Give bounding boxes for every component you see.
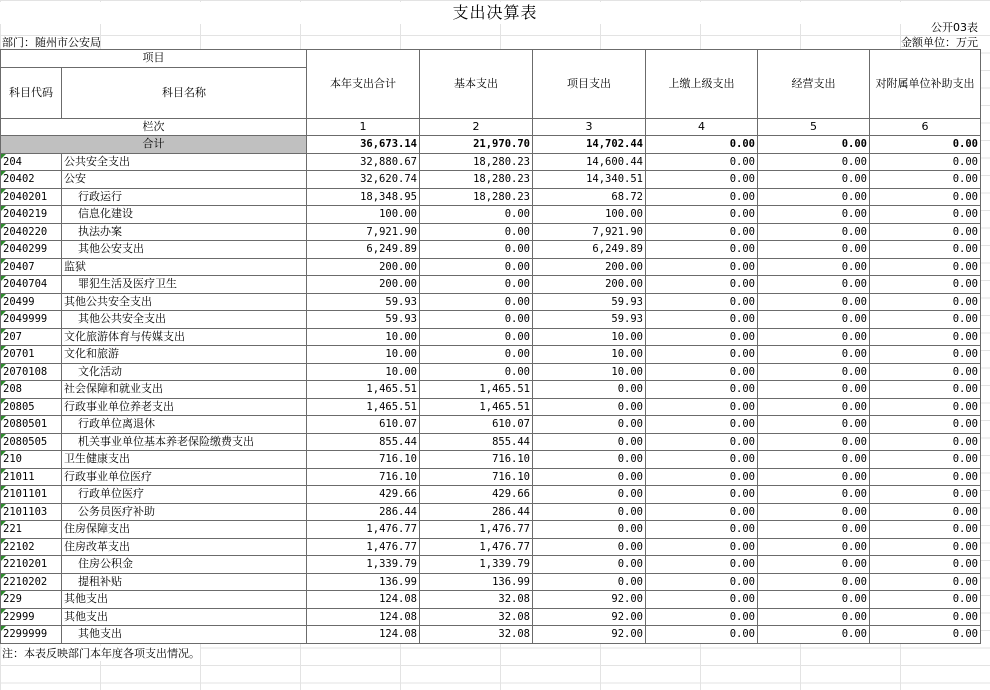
subject-name-cell[interactable]: 行政单位医疗 (62, 486, 307, 504)
page-title: 支出决算表 (0, 2, 990, 24)
amount-cell[interactable]: 18,280.23 (420, 188, 533, 206)
amount-cell[interactable]: 0.00 (870, 293, 981, 311)
amount-cell[interactable]: 7,921.90 (533, 223, 646, 241)
table-row (1, 591, 981, 609)
total-cell[interactable]: 14,702.44 (533, 136, 646, 154)
header-total-expenditure[interactable]: 本年支出合计 (307, 50, 420, 119)
table-row (1, 608, 981, 626)
amount-cell[interactable]: 14,600.44 (533, 153, 646, 171)
subject-name-cell[interactable]: 公务员医疗补助 (62, 503, 307, 521)
subject-name-cell[interactable]: 其他公共安全支出 (62, 311, 307, 329)
column-number[interactable]: 3 (533, 118, 646, 136)
amount-cell[interactable]: 0.00 (533, 433, 646, 451)
amount-cell[interactable]: 0.00 (758, 626, 870, 644)
amount-cell[interactable]: 0.00 (646, 346, 758, 364)
column-number-label[interactable]: 栏次 (1, 118, 307, 136)
amount-cell[interactable]: 0.00 (758, 241, 870, 259)
subject-code-cell[interactable]: 2080505 (1, 433, 62, 451)
amount-cell[interactable]: 0.00 (533, 573, 646, 591)
amount-cell[interactable]: 855.44 (307, 433, 420, 451)
total-cell[interactable]: 0.00 (870, 136, 981, 154)
amount-cell[interactable]: 59.93 (307, 293, 420, 311)
amount-cell[interactable]: 0.00 (870, 416, 981, 434)
amount-cell[interactable]: 0.00 (870, 188, 981, 206)
amount-cell[interactable]: 0.00 (646, 276, 758, 294)
header-basic-expenditure[interactable]: 基本支出 (420, 50, 533, 119)
amount-cell[interactable]: 1,339.79 (307, 556, 420, 574)
amount-cell[interactable]: 0.00 (646, 591, 758, 609)
subject-name-cell[interactable]: 其他支出 (62, 626, 307, 644)
total-cell[interactable]: 0.00 (758, 136, 870, 154)
subject-name-cell[interactable]: 其他支出 (62, 608, 307, 626)
table-row (1, 556, 981, 574)
amount-cell[interactable]: 0.00 (533, 468, 646, 486)
table-row (1, 153, 981, 171)
amount-cell[interactable]: 32,620.74 (307, 171, 420, 189)
amount-cell[interactable]: 59.93 (533, 293, 646, 311)
header-remit-superior[interactable]: 上缴上级支出 (646, 50, 758, 119)
table-row (1, 416, 981, 434)
amount-cell[interactable]: 0.00 (758, 206, 870, 224)
amount-cell[interactable]: 10.00 (533, 363, 646, 381)
amount-cell[interactable]: 92.00 (533, 608, 646, 626)
amount-cell[interactable]: 0.00 (646, 223, 758, 241)
amount-cell[interactable]: 0.00 (870, 311, 981, 329)
amount-cell[interactable]: 0.00 (533, 503, 646, 521)
amount-cell[interactable]: 0.00 (758, 276, 870, 294)
amount-cell[interactable]: 0.00 (870, 486, 981, 504)
amount-cell[interactable]: 429.66 (307, 486, 420, 504)
subject-code-cell[interactable]: 229 (1, 591, 62, 609)
amount-cell[interactable]: 0.00 (420, 258, 533, 276)
amount-cell[interactable]: 18,348.95 (307, 188, 420, 206)
amount-cell[interactable]: 0.00 (646, 608, 758, 626)
amount-cell[interactable]: 10.00 (533, 328, 646, 346)
header-project-expenditure[interactable]: 项目支出 (533, 50, 646, 119)
amount-cell[interactable]: 0.00 (533, 398, 646, 416)
amount-cell[interactable]: 0.00 (870, 521, 981, 539)
subject-name-cell[interactable]: 住房保障支出 (62, 521, 307, 539)
table-row (1, 328, 981, 346)
amount-cell[interactable]: 0.00 (646, 188, 758, 206)
amount-cell[interactable]: 0.00 (646, 416, 758, 434)
amount-cell[interactable]: 0.00 (870, 451, 981, 469)
subject-name-cell[interactable]: 信息化建设 (62, 206, 307, 224)
subject-code-cell[interactable]: 22102 (1, 538, 62, 556)
amount-cell[interactable]: 6,249.89 (533, 241, 646, 259)
form-code: 公开03表 (931, 21, 978, 34)
subject-name-cell[interactable]: 社会保障和就业支出 (62, 381, 307, 399)
amount-cell[interactable]: 0.00 (758, 538, 870, 556)
amount-cell[interactable]: 0.00 (758, 416, 870, 434)
subject-name-cell[interactable]: 行政事业单位医疗 (62, 468, 307, 486)
amount-cell[interactable]: 0.00 (870, 241, 981, 259)
amount-cell[interactable]: 124.08 (307, 626, 420, 644)
subject-name-cell[interactable]: 文化和旅游 (62, 346, 307, 364)
subject-code-cell[interactable]: 2040299 (1, 241, 62, 259)
amount-cell[interactable]: 0.00 (533, 486, 646, 504)
amount-cell[interactable]: 0.00 (758, 258, 870, 276)
header-code[interactable]: 科目代码 (1, 67, 62, 118)
amount-cell[interactable]: 0.00 (758, 556, 870, 574)
subject-code-cell[interactable]: 208 (1, 381, 62, 399)
column-number-row (1, 118, 981, 136)
amount-cell[interactable]: 0.00 (870, 626, 981, 644)
subject-name-cell[interactable]: 公共安全支出 (62, 153, 307, 171)
amount-cell[interactable]: 7,921.90 (307, 223, 420, 241)
amount-cell[interactable]: 0.00 (758, 223, 870, 241)
subject-code-cell[interactable]: 22999 (1, 608, 62, 626)
total-cell[interactable]: 0.00 (646, 136, 758, 154)
subject-name-cell[interactable]: 文化活动 (62, 363, 307, 381)
table-row (1, 451, 981, 469)
table-row (1, 258, 981, 276)
amount-cell[interactable]: 0.00 (646, 328, 758, 346)
amount-cell[interactable]: 0.00 (758, 468, 870, 486)
footnote: 注：本表反映部门本年度各项支出情况。 (2, 647, 200, 660)
amount-cell[interactable]: 0.00 (646, 521, 758, 539)
amount-cell[interactable]: 0.00 (420, 311, 533, 329)
subject-code-cell[interactable]: 2210202 (1, 573, 62, 591)
amount-cell[interactable]: 0.00 (646, 486, 758, 504)
amount-cell[interactable]: 0.00 (646, 398, 758, 416)
amount-cell[interactable]: 59.93 (533, 311, 646, 329)
amount-cell[interactable]: 0.00 (420, 223, 533, 241)
table-row (1, 486, 981, 504)
total-label[interactable]: 合计 (1, 136, 307, 154)
amount-cell[interactable]: 200.00 (533, 276, 646, 294)
amount-cell[interactable]: 0.00 (758, 363, 870, 381)
amount-cell[interactable]: 0.00 (758, 188, 870, 206)
amount-cell[interactable]: 0.00 (646, 241, 758, 259)
amount-cell[interactable]: 0.00 (646, 171, 758, 189)
amount-cell[interactable]: 0.00 (758, 503, 870, 521)
amount-cell[interactable]: 124.08 (307, 591, 420, 609)
amount-cell[interactable]: 18,280.23 (420, 171, 533, 189)
subject-name-cell[interactable]: 其他公安支出 (62, 241, 307, 259)
subject-name-cell[interactable]: 住房公积金 (62, 556, 307, 574)
amount-cell[interactable]: 0.00 (870, 468, 981, 486)
table-row (1, 626, 981, 644)
subject-name-cell[interactable]: 行政事业单位养老支出 (62, 398, 307, 416)
expenditure-table (0, 49, 981, 644)
subject-code-cell[interactable]: 210 (1, 451, 62, 469)
amount-cell[interactable]: 0.00 (646, 381, 758, 399)
table-row (1, 381, 981, 399)
subject-code-cell[interactable]: 2040220 (1, 223, 62, 241)
amount-cell[interactable]: 1,465.51 (420, 398, 533, 416)
subject-name-cell[interactable]: 机关事业单位基本养老保险缴费支出 (62, 433, 307, 451)
total-cell[interactable]: 36,673.14 (307, 136, 420, 154)
amount-cell[interactable]: 200.00 (307, 258, 420, 276)
header-subsidy-affiliates[interactable]: 对附属单位补助支出 (870, 50, 981, 119)
amount-cell[interactable]: 716.10 (307, 468, 420, 486)
amount-cell[interactable]: 286.44 (420, 503, 533, 521)
amount-cell[interactable]: 0.00 (758, 398, 870, 416)
subject-code-cell[interactable]: 2210201 (1, 556, 62, 574)
column-number[interactable]: 2 (420, 118, 533, 136)
amount-cell[interactable]: 0.00 (870, 363, 981, 381)
amount-cell[interactable]: 0.00 (758, 486, 870, 504)
amount-cell[interactable]: 136.99 (307, 573, 420, 591)
table-row (1, 433, 981, 451)
amount-cell[interactable]: 10.00 (533, 346, 646, 364)
subject-name-cell[interactable]: 住房改革支出 (62, 538, 307, 556)
amount-cell[interactable]: 0.00 (420, 363, 533, 381)
table-row (1, 346, 981, 364)
amount-cell[interactable]: 855.44 (420, 433, 533, 451)
total-cell[interactable]: 21,970.70 (420, 136, 533, 154)
header-name[interactable]: 科目名称 (62, 67, 307, 118)
amount-cell[interactable]: 100.00 (307, 206, 420, 224)
total-row (1, 136, 981, 154)
amount-cell[interactable]: 0.00 (646, 311, 758, 329)
department-row (0, 35, 990, 50)
unit-label: 金额单位：万元 (901, 36, 978, 49)
subject-name-cell[interactable]: 文化旅游体育与传媒支出 (62, 328, 307, 346)
amount-cell[interactable]: 0.00 (758, 311, 870, 329)
table-row (1, 241, 981, 259)
amount-cell[interactable]: 286.44 (307, 503, 420, 521)
subject-name-cell[interactable]: 公安 (62, 171, 307, 189)
column-number[interactable]: 4 (646, 118, 758, 136)
amount-cell[interactable]: 0.00 (870, 573, 981, 591)
amount-cell[interactable]: 1,465.51 (420, 381, 533, 399)
amount-cell[interactable]: 0.00 (646, 538, 758, 556)
amount-cell[interactable]: 10.00 (307, 363, 420, 381)
amount-cell[interactable]: 0.00 (870, 608, 981, 626)
subject-code-cell[interactable]: 20701 (1, 346, 62, 364)
amount-cell[interactable]: 1,339.79 (420, 556, 533, 574)
amount-cell[interactable]: 1,476.77 (420, 538, 533, 556)
amount-cell[interactable]: 0.00 (870, 538, 981, 556)
amount-cell[interactable]: 18,280.23 (420, 153, 533, 171)
amount-cell[interactable]: 1,476.77 (307, 521, 420, 539)
subject-code-cell[interactable]: 21011 (1, 468, 62, 486)
subject-code-cell[interactable]: 2101101 (1, 486, 62, 504)
amount-cell[interactable]: 0.00 (870, 591, 981, 609)
amount-cell[interactable]: 0.00 (420, 346, 533, 364)
table-row (1, 293, 981, 311)
amount-cell[interactable]: 0.00 (758, 451, 870, 469)
table-row (1, 223, 981, 241)
amount-cell[interactable]: 1,465.51 (307, 398, 420, 416)
amount-cell[interactable]: 0.00 (646, 293, 758, 311)
amount-cell[interactable]: 0.00 (420, 206, 533, 224)
amount-cell[interactable]: 0.00 (420, 241, 533, 259)
amount-cell[interactable]: 59.93 (307, 311, 420, 329)
amount-cell[interactable]: 716.10 (307, 451, 420, 469)
subject-name-cell[interactable]: 行政运行 (62, 188, 307, 206)
amount-cell[interactable]: 0.00 (533, 381, 646, 399)
subject-code-cell[interactable]: 20402 (1, 171, 62, 189)
table-row (1, 363, 981, 381)
amount-cell[interactable]: 716.10 (420, 468, 533, 486)
subject-code-cell[interactable]: 2070108 (1, 363, 62, 381)
amount-cell[interactable]: 716.10 (420, 451, 533, 469)
subject-code-cell[interactable]: 2040201 (1, 188, 62, 206)
header-item[interactable]: 项目 (1, 50, 307, 68)
amount-cell[interactable]: 0.00 (758, 573, 870, 591)
amount-cell[interactable]: 0.00 (646, 556, 758, 574)
amount-cell[interactable]: 0.00 (646, 206, 758, 224)
amount-cell[interactable]: 0.00 (646, 433, 758, 451)
amount-cell[interactable]: 0.00 (870, 171, 981, 189)
header-operating[interactable]: 经营支出 (758, 50, 870, 119)
subject-name-cell[interactable]: 执法办案 (62, 223, 307, 241)
amount-cell[interactable]: 0.00 (646, 573, 758, 591)
subject-code-cell[interactable]: 2080501 (1, 416, 62, 434)
subject-code-cell[interactable]: 221 (1, 521, 62, 539)
amount-cell[interactable]: 0.00 (870, 258, 981, 276)
amount-cell[interactable]: 0.00 (646, 363, 758, 381)
amount-cell[interactable]: 0.00 (870, 398, 981, 416)
amount-cell[interactable]: 0.00 (758, 328, 870, 346)
subject-name-cell[interactable]: 监狱 (62, 258, 307, 276)
table-row (1, 171, 981, 189)
subject-code-cell[interactable]: 20805 (1, 398, 62, 416)
amount-cell[interactable]: 0.00 (870, 381, 981, 399)
amount-cell[interactable]: 68.72 (533, 188, 646, 206)
amount-cell[interactable]: 0.00 (758, 381, 870, 399)
form-code-row (0, 20, 990, 35)
amount-cell[interactable]: 0.00 (870, 223, 981, 241)
table-row (1, 188, 981, 206)
amount-cell[interactable]: 0.00 (758, 433, 870, 451)
amount-cell[interactable]: 124.08 (307, 608, 420, 626)
subject-name-cell[interactable]: 罪犯生活及医疗卫生 (62, 276, 307, 294)
subject-name-cell[interactable]: 提租补贴 (62, 573, 307, 591)
amount-cell[interactable]: 14,340.51 (533, 171, 646, 189)
subject-name-cell[interactable]: 行政单位离退休 (62, 416, 307, 434)
table-row (1, 521, 981, 539)
column-number[interactable]: 5 (758, 118, 870, 136)
subject-name-cell[interactable]: 其他支出 (62, 591, 307, 609)
column-number[interactable]: 6 (870, 118, 981, 136)
amount-cell[interactable]: 136.99 (420, 573, 533, 591)
department-label: 部门：随州市公安局 (2, 36, 101, 49)
subject-code-cell[interactable]: 2049999 (1, 311, 62, 329)
amount-cell[interactable]: 0.00 (758, 521, 870, 539)
table-row (1, 206, 981, 224)
amount-cell[interactable]: 0.00 (533, 451, 646, 469)
amount-cell[interactable]: 0.00 (646, 503, 758, 521)
subject-name-cell[interactable]: 其他公共安全支出 (62, 293, 307, 311)
amount-cell[interactable]: 0.00 (758, 346, 870, 364)
table-row (1, 538, 981, 556)
amount-cell[interactable]: 0.00 (533, 556, 646, 574)
subject-code-cell[interactable]: 20499 (1, 293, 62, 311)
table-row (1, 573, 981, 591)
amount-cell[interactable]: 0.00 (758, 293, 870, 311)
amount-cell[interactable]: 0.00 (646, 626, 758, 644)
subject-name-cell[interactable]: 卫生健康支出 (62, 451, 307, 469)
amount-cell[interactable]: 200.00 (307, 276, 420, 294)
amount-cell[interactable]: 0.00 (870, 328, 981, 346)
amount-cell[interactable]: 0.00 (758, 171, 870, 189)
amount-cell[interactable]: 0.00 (870, 276, 981, 294)
amount-cell[interactable]: 0.00 (420, 276, 533, 294)
amount-cell[interactable]: 0.00 (870, 556, 981, 574)
amount-cell[interactable]: 610.07 (420, 416, 533, 434)
amount-cell[interactable]: 0.00 (420, 293, 533, 311)
table-row (1, 468, 981, 486)
amount-cell[interactable]: 0.00 (870, 433, 981, 451)
amount-cell[interactable]: 32.08 (420, 591, 533, 609)
amount-cell[interactable]: 32.08 (420, 608, 533, 626)
subject-code-cell[interactable]: 2299999 (1, 626, 62, 644)
amount-cell[interactable]: 10.00 (307, 346, 420, 364)
subject-code-cell[interactable]: 20407 (1, 258, 62, 276)
table-row (1, 276, 981, 294)
column-number[interactable]: 1 (307, 118, 420, 136)
amount-cell[interactable]: 0.00 (870, 206, 981, 224)
amount-cell[interactable]: 0.00 (870, 346, 981, 364)
amount-cell[interactable]: 0.00 (870, 153, 981, 171)
amount-cell[interactable]: 429.66 (420, 486, 533, 504)
amount-cell[interactable]: 1,476.77 (420, 521, 533, 539)
amount-cell[interactable]: 1,465.51 (307, 381, 420, 399)
amount-cell[interactable]: 0.00 (646, 258, 758, 276)
amount-cell[interactable]: 0.00 (533, 521, 646, 539)
amount-cell[interactable]: 0.00 (758, 591, 870, 609)
amount-cell[interactable]: 0.00 (758, 153, 870, 171)
amount-cell[interactable]: 0.00 (646, 153, 758, 171)
amount-cell[interactable]: 0.00 (646, 451, 758, 469)
amount-cell[interactable]: 0.00 (533, 538, 646, 556)
amount-cell[interactable]: 0.00 (870, 503, 981, 521)
amount-cell[interactable]: 92.00 (533, 591, 646, 609)
amount-cell[interactable]: 6,249.89 (307, 241, 420, 259)
amount-cell[interactable]: 0.00 (420, 328, 533, 346)
amount-cell[interactable]: 1,476.77 (307, 538, 420, 556)
subject-code-cell[interactable]: 204 (1, 153, 62, 171)
table-row (1, 311, 981, 329)
amount-cell[interactable]: 0.00 (533, 416, 646, 434)
table-row (1, 503, 981, 521)
amount-cell[interactable]: 10.00 (307, 328, 420, 346)
subject-code-cell[interactable]: 2040219 (1, 206, 62, 224)
table-row (1, 398, 981, 416)
amount-cell[interactable]: 100.00 (533, 206, 646, 224)
amount-cell[interactable]: 92.00 (533, 626, 646, 644)
amount-cell[interactable]: 610.07 (307, 416, 420, 434)
amount-cell[interactable]: 200.00 (533, 258, 646, 276)
subject-code-cell[interactable]: 207 (1, 328, 62, 346)
amount-cell[interactable]: 0.00 (646, 468, 758, 486)
subject-code-cell[interactable]: 2040704 (1, 276, 62, 294)
subject-code-cell[interactable]: 2101103 (1, 503, 62, 521)
amount-cell[interactable]: 32.08 (420, 626, 533, 644)
amount-cell[interactable]: 0.00 (758, 608, 870, 626)
amount-cell[interactable]: 32,880.67 (307, 153, 420, 171)
